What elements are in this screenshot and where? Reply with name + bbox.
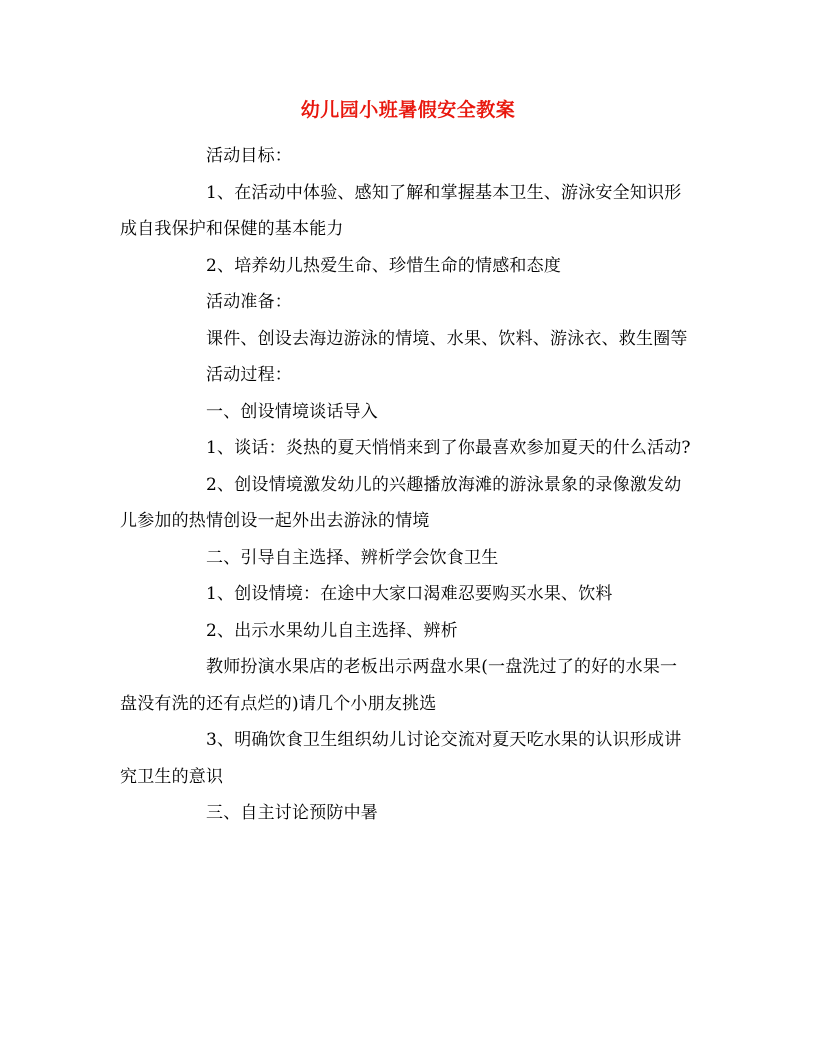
paragraph: 教师扮演水果店的老板出示两盘水果(一盘洗过了的好的水果一盘没有洗的还有点烂的)请几个小朋友挑选 — [120, 657, 678, 714]
paragraph: 1、在活动中体验、感知了解和掌握基本卫生、游泳安全知识形成自我保护和保健的基本能力 — [120, 182, 682, 239]
paragraph: 一、创设情境谈话导入 — [206, 401, 378, 422]
paragraph: 2、创设情境激发幼儿的兴趣播放海滩的游泳景象的录像激发幼儿参加的热情创设一起外出去游泳的情境 — [120, 474, 682, 531]
paragraph: 1、创设情境：在途中大家口渴难忍要购买水果、饮料 — [206, 584, 613, 604]
paragraph: 二、引导自主选择、辨析学会饮食卫生 — [206, 547, 499, 568]
paragraph: 活动过程： — [206, 365, 292, 385]
document-body — [120, 138, 694, 832]
document-title: 幼儿园小班暑假安全教案 — [300, 99, 516, 121]
paragraph: 三、自主讨论预防中暑 — [206, 803, 378, 823]
paragraph: 2、培养幼儿热爱生命、珍惜生命的情感和态度 — [206, 255, 562, 276]
paragraph: 2、出示水果幼儿自主选择、辨析 — [206, 620, 458, 641]
paragraph: 课件、创设去海边游泳的情境、水果、饮料、游泳衣、救生圈等 — [206, 328, 688, 349]
paragraph: 3、明确饮食卫生组织幼儿讨论交流对夏天吃水果的认识形成讲究卫生的意识 — [120, 730, 682, 787]
paragraph: 活动准备： — [206, 292, 292, 312]
paragraph: 活动目标： — [206, 146, 292, 166]
paragraph: 1、谈话：炎热的夏天悄悄来到了你最喜欢参加夏天的什么活动? — [206, 438, 691, 458]
